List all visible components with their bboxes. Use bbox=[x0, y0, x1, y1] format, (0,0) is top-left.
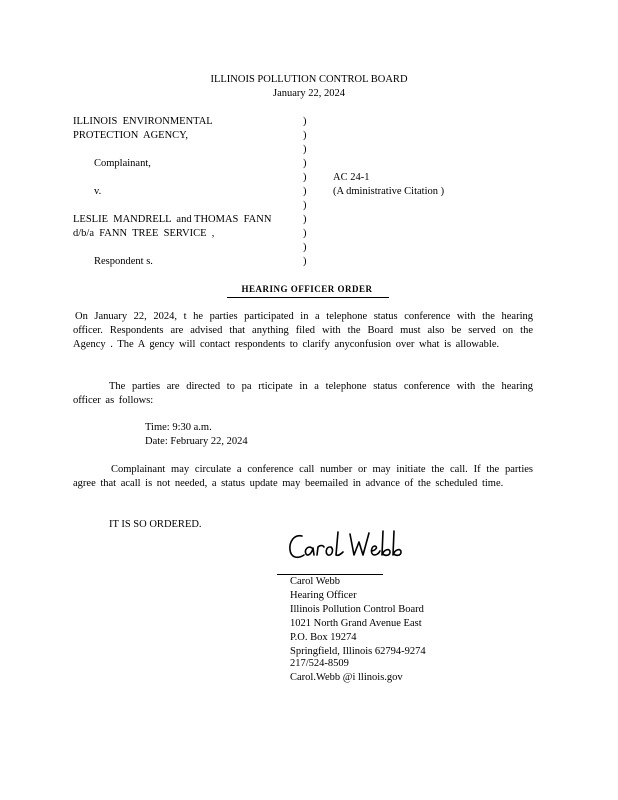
conference-date: Date: February 22, 2024 bbox=[145, 436, 248, 447]
caption-line bbox=[73, 199, 271, 213]
case-caption-parties bbox=[73, 115, 271, 269]
caption-paren: ) bbox=[303, 256, 307, 267]
caption-parentheses bbox=[303, 115, 307, 269]
paragraph-call-instructions: Complainant may circulate a conference call number or may initiate the call. If the parties agree that acall is not needed, a status update may beemailed in advance of the scheduled time. bbox=[73, 464, 533, 489]
caption-paren: ) bbox=[303, 158, 307, 169]
caption-paren: ) bbox=[303, 228, 307, 239]
caption-line bbox=[73, 171, 271, 185]
caption-paren: ) bbox=[303, 214, 307, 225]
case-type: (A dministrative Citation ) bbox=[333, 186, 445, 197]
caption-line: PROTECTION AGENCY, bbox=[73, 130, 189, 141]
caption-line: Complainant, bbox=[73, 158, 151, 169]
caption-line: Respondent s. bbox=[73, 256, 153, 267]
caption-paren: ) bbox=[303, 172, 307, 183]
signer-city: Springfield, Illinois 62794-9274 bbox=[290, 646, 426, 657]
conference-time: Time: 9:30 a.m. bbox=[145, 422, 212, 433]
caption-paren: ) bbox=[303, 242, 307, 253]
caption-line bbox=[73, 241, 271, 255]
case-number: AC 24-1 bbox=[333, 172, 370, 183]
it-is-so-ordered: IT IS SO ORDERED. bbox=[109, 519, 202, 530]
order-date: January 22, 2024 bbox=[272, 88, 346, 99]
caption-line: LESLIE MANDRELL and THOMAS FANN bbox=[73, 214, 272, 225]
caption-line: d/b/a FANN TREE SERVICE , bbox=[73, 228, 215, 239]
board-name: ILLINOIS POLLUTION CONTROL BOARD bbox=[210, 74, 408, 85]
caption-paren: ) bbox=[303, 144, 307, 155]
signer-email[interactable]: Carol.Webb @i llinois.gov bbox=[290, 672, 403, 683]
caption-paren: ) bbox=[303, 186, 307, 197]
caption-paren: ) bbox=[303, 130, 307, 141]
signer-street: 1021 North Grand Avenue East bbox=[290, 618, 422, 629]
caption-paren: ) bbox=[303, 116, 307, 127]
caption-line: v. bbox=[73, 186, 102, 197]
signer-po-box: P.O. Box 19274 bbox=[290, 632, 357, 643]
signer-name: Carol Webb bbox=[290, 576, 340, 587]
signer-title: Hearing Officer bbox=[290, 590, 357, 601]
caption-line: ILLINOIS ENVIRONMENTAL bbox=[73, 116, 213, 127]
caption-paren: ) bbox=[303, 200, 307, 211]
signer-phone: 217/524-8509 bbox=[290, 658, 349, 669]
handwritten-signature bbox=[286, 528, 416, 564]
caption-line bbox=[73, 143, 271, 157]
order-title: HEARING OFFICER ORDER bbox=[227, 282, 389, 298]
paragraph-directions: The parties are directed to pa rticipate in a telephone status conference with the hearing officer as follows: bbox=[73, 381, 533, 406]
signer-organization: Illinois Pollution Control Board bbox=[290, 604, 424, 615]
paragraph-status-conference: On January 22, 2024, t he parties participated in a telephone status conference with the hearing officer. Respondents are advised that anything filed with the Board must also be served on the Agency . The A gency will contact respondents to clarify anyconfusion over what is allowable. bbox=[73, 311, 533, 350]
